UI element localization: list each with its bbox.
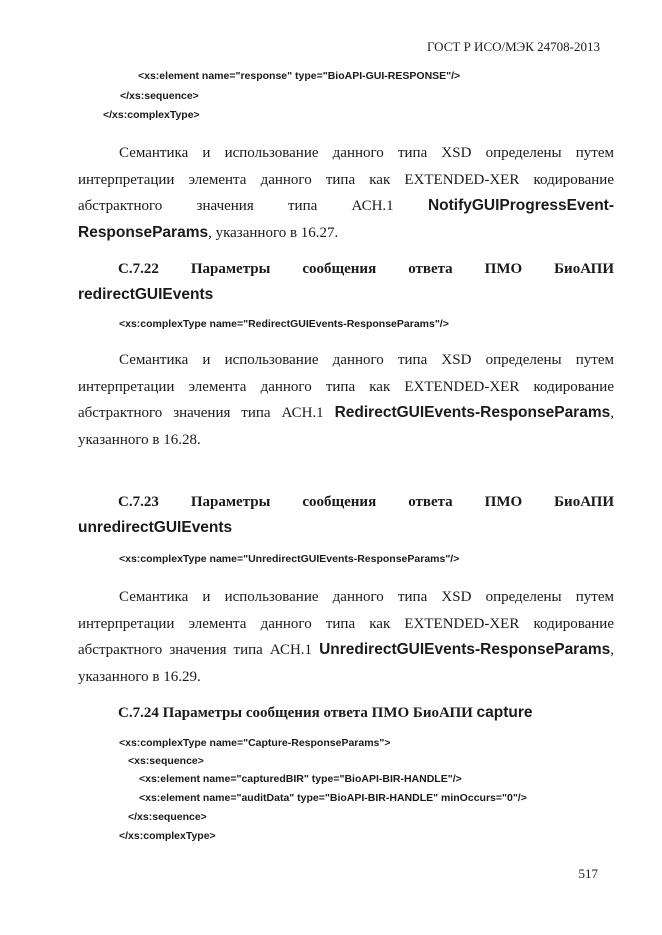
code-line-complextype-close: </xs:complexType> [103, 109, 200, 121]
type-name: UnredirectGUIEvents-ResponseParams [319, 641, 611, 658]
heading-word: ответа [408, 261, 453, 277]
heading-function-name: capture [476, 704, 533, 721]
paragraph-text: Семантика и использование данного типа XSD определены путем интерпретации элемента данного типа как EXTENDED-XER кодирование абстрактного значения типа АСН.1 [78, 145, 614, 214]
heading-word: ПМО [484, 261, 523, 277]
heading-word: БиоАПИ [554, 494, 614, 510]
heading-word: ПМО [484, 494, 523, 510]
heading-word: ответа [408, 494, 453, 510]
paragraph-suffix: , указанного в 16.28. [78, 405, 614, 448]
code-line-capture-complextype: <xs:complexType name="Capture-ResponseParams"> [119, 737, 391, 749]
heading-function-name: redirectGUIEvents [78, 286, 214, 303]
heading-word: сообщения [302, 261, 377, 277]
paragraph-suffix: , указанного в 16.27. [208, 224, 339, 241]
code-line-element-response: <xs:element name="response" type="BioAPI-GUI-RESPONSE"/> [138, 70, 461, 82]
paragraph-notify-gui-progress [78, 140, 614, 246]
paragraph-redirect-gui-events [78, 347, 614, 453]
section-heading-c722 [78, 256, 614, 308]
section-heading-c724 [78, 700, 614, 726]
heading-word: БиоАПИ [554, 261, 614, 277]
page-number: 517 [578, 866, 598, 881]
document-header: ГОСТ Р ИСО/МЭК 24708-2013 [426, 39, 600, 54]
paragraph-text: Семантика и использование данного типа XSD определены путем интерпретации элемента данного типа как EXTENDED-XER кодирование абстрактного значения типа АСН.1 [78, 352, 614, 421]
heading-word: сообщения [302, 494, 377, 510]
code-line-sequence-close: </xs:sequence> [128, 811, 207, 823]
type-name: NotifyGUIProgressEvent-ResponseParams [78, 197, 614, 241]
heading-number: С.7.22 [118, 261, 159, 277]
type-name: RedirectGUIEvents-ResponseParams [334, 404, 611, 421]
heading-word: Параметры [190, 494, 271, 510]
code-line-sequence-close: </xs:sequence> [120, 90, 199, 102]
code-line-element-audit-data: <xs:element name="auditData" type="BioAPI-BIR-HANDLE" minOccurs="0"/> [139, 792, 527, 804]
code-line-redirect-complextype: <xs:complexType name="RedirectGUIEvents-ResponseParams"/> [119, 318, 449, 330]
heading-title: С.7.24 Параметры сообщения ответа ПМО БиоАПИ [118, 705, 473, 721]
paragraph-suffix: , указанного в 16.29. [78, 642, 614, 685]
heading-function-name: unredirectGUIEvents [78, 519, 233, 536]
code-line-sequence-open: <xs:sequence> [128, 755, 204, 767]
code-line-complextype-close: </xs:complexType> [119, 830, 216, 842]
code-line-unredirect-complextype: <xs:complexType name="UnredirectGUIEvents-ResponseParams"/> [119, 553, 460, 565]
heading-number: С.7.23 [118, 494, 159, 510]
paragraph-text: Семантика и использование данного типа XSD определены путем интерпретации элемента данного типа как EXTENDED-XER кодирование абстрактного значения типа АСН.1 [78, 589, 614, 658]
heading-word: Параметры [190, 261, 271, 277]
section-heading-c723 [78, 489, 614, 541]
code-line-element-captured-bir: <xs:element name="capturedBIR" type="BioAPI-BIR-HANDLE"/> [139, 773, 462, 785]
paragraph-unredirect-gui-events [78, 584, 614, 690]
